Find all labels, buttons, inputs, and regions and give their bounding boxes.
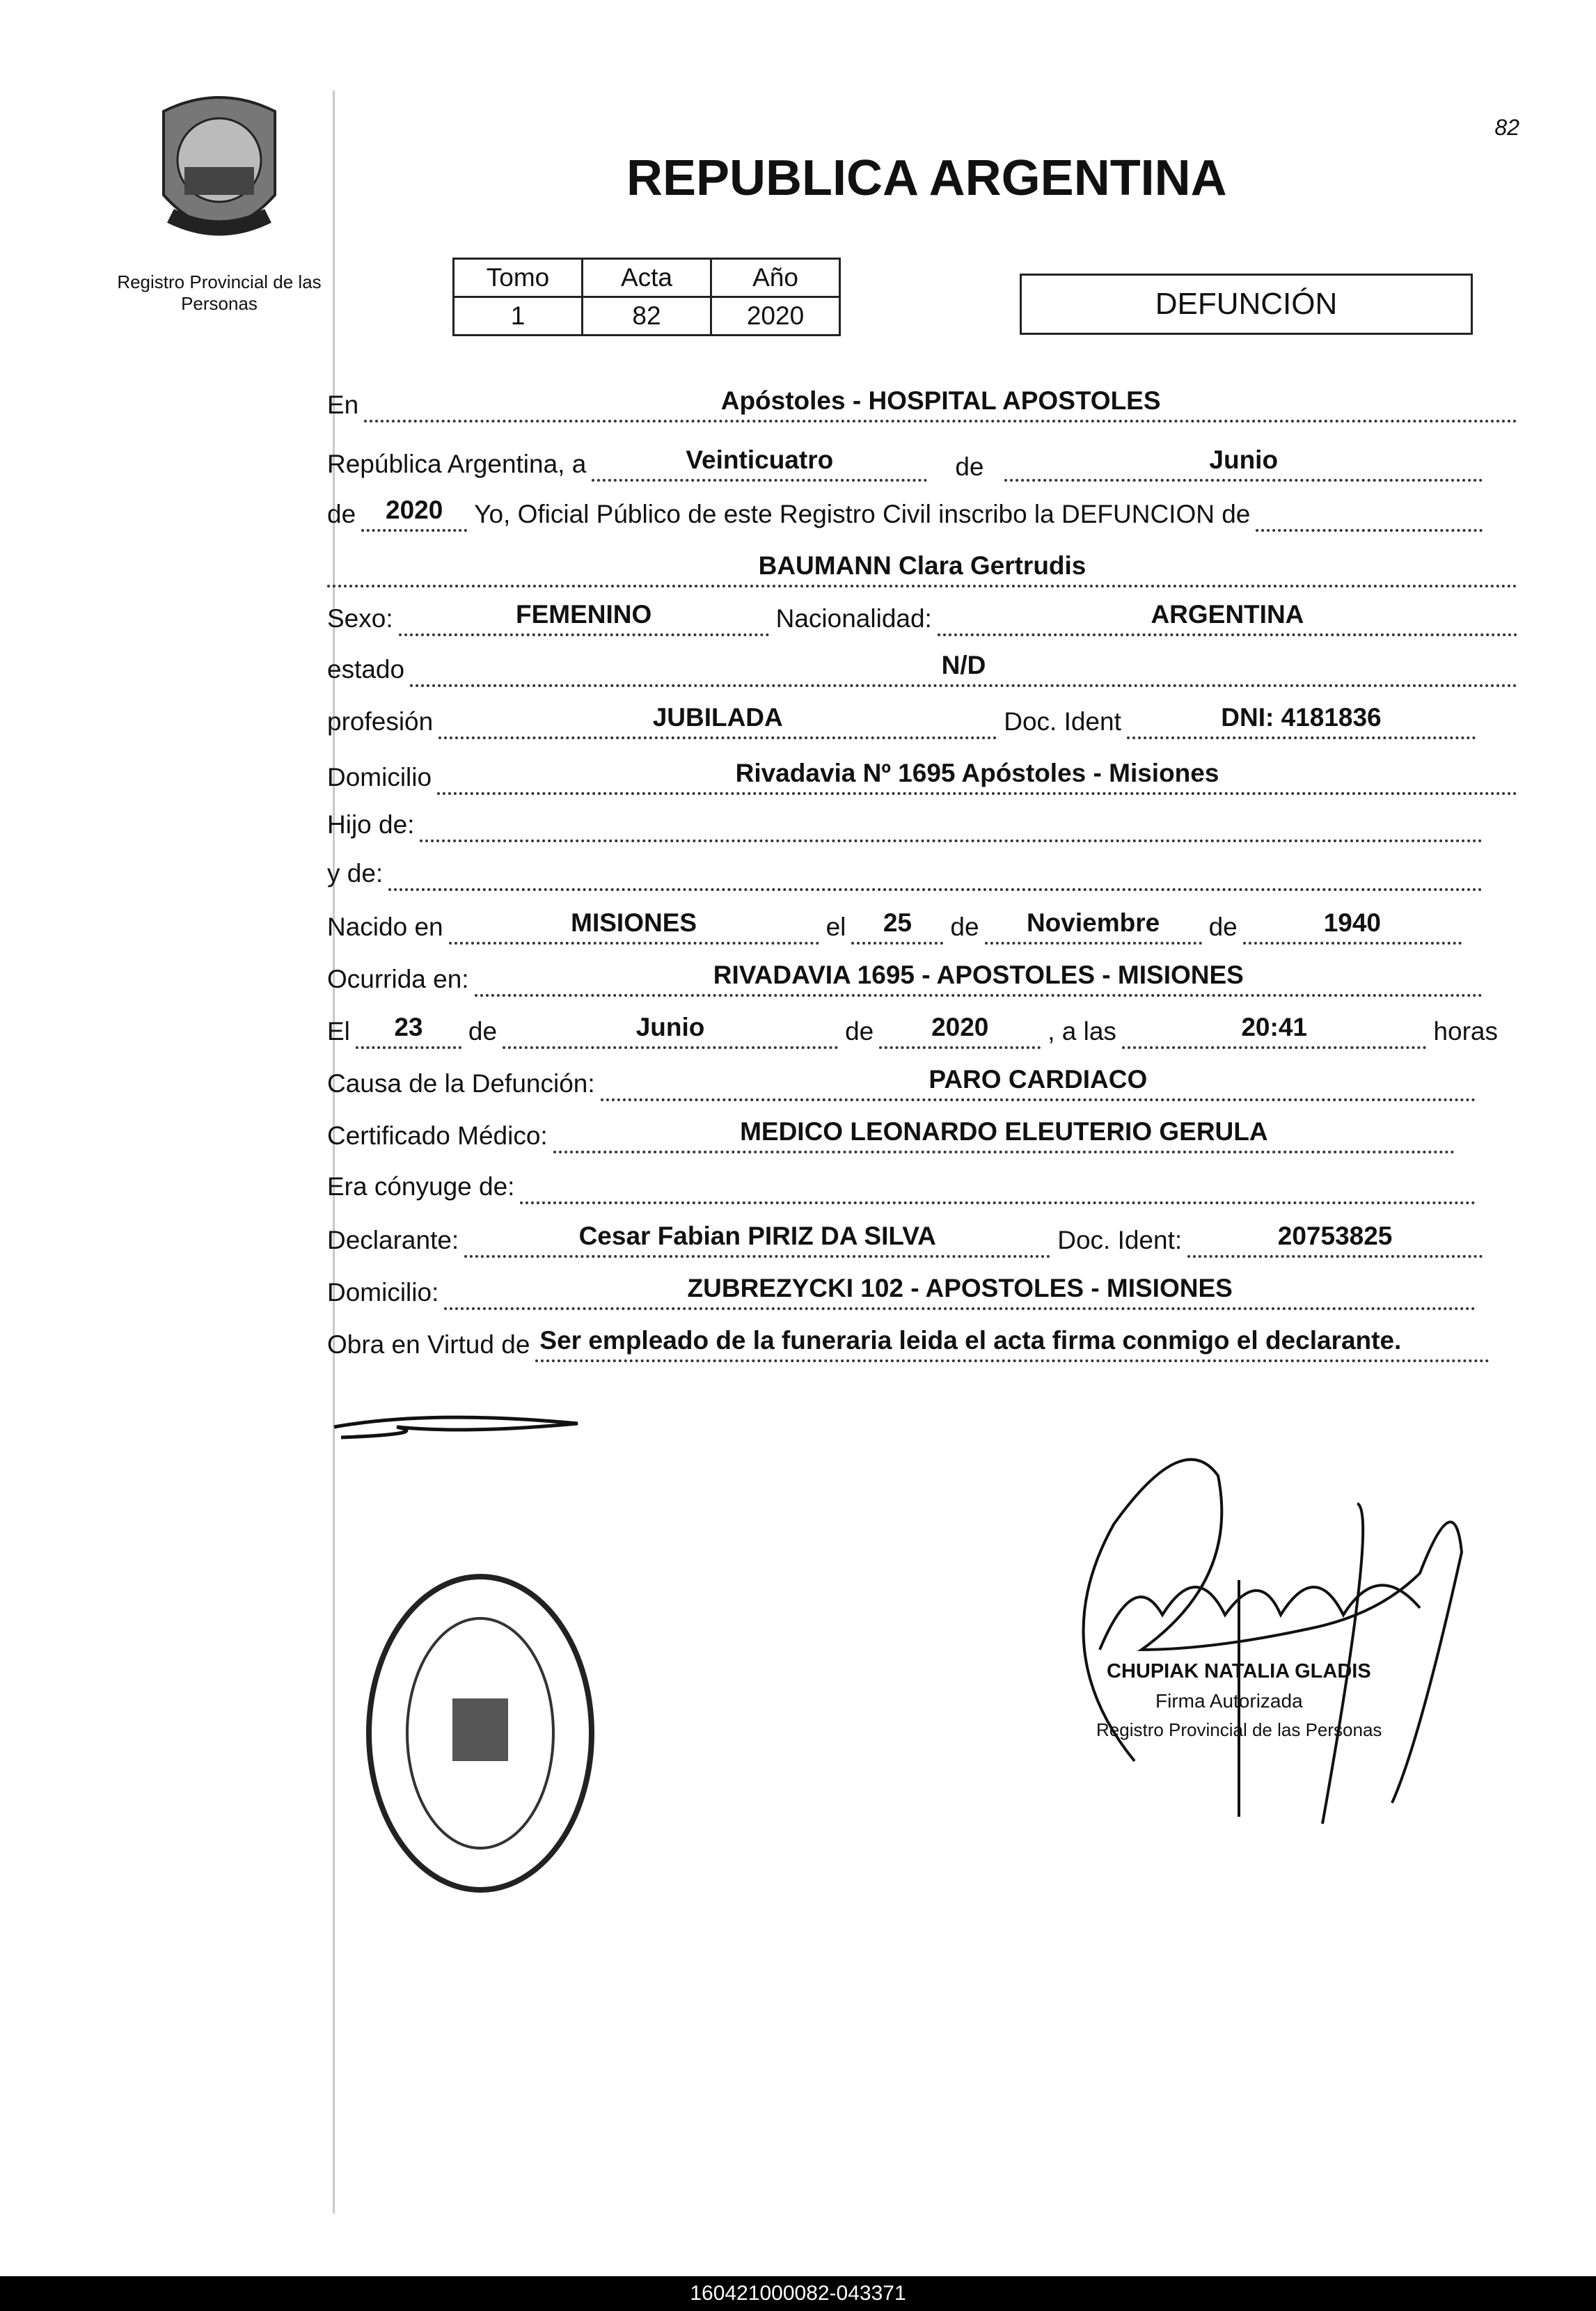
label: de	[955, 452, 984, 481]
page-title: REPUBLICA ARGENTINA	[626, 150, 1227, 206]
registry-seal	[362, 1566, 599, 1900]
nacido-en-field: MISIONES	[449, 908, 819, 945]
lugar-field: Apóstoles - HOSPITAL APOSTOLES	[364, 386, 1517, 423]
label: Ocurrida en:	[327, 965, 469, 993]
label: Domicilio	[327, 763, 432, 791]
def-dia-field: 23	[356, 1013, 461, 1049]
y-de-field	[388, 856, 1483, 891]
label: profesión	[327, 707, 434, 736]
official-signature	[327, 1406, 592, 1448]
def-anio-field: 2020	[879, 1013, 1041, 1049]
label: de	[950, 913, 979, 941]
label: Doc. Ident:	[1057, 1226, 1183, 1254]
label: Sexo:	[327, 604, 393, 633]
register-table	[452, 258, 841, 336]
hora-field: 20:41	[1122, 1013, 1427, 1049]
causa-field: PARO CARDIACO	[601, 1065, 1476, 1101]
sexo-field: FEMENINO	[399, 600, 769, 636]
label: República Argentina, a	[327, 450, 587, 478]
label: Nacionalidad:	[775, 604, 932, 633]
tomo-value: 1	[454, 297, 583, 336]
authority-signature	[1030, 1441, 1517, 1831]
doc-field: DNI: 4181836	[1127, 703, 1476, 739]
stamp-name: CHUPIAK NATALIA GLADIS	[1107, 1660, 1371, 1682]
blank-field	[1256, 497, 1483, 532]
page-number: 82	[1494, 115, 1519, 140]
document-code: 160421000082-043371	[0, 2276, 1596, 2311]
declarante-field: Cesar Fabian PIRIZ DA SILVA	[464, 1222, 1050, 1258]
label: de	[468, 1017, 498, 1046]
label: Yo, Oficial Público de este Registro Civil inscribo la DEFUNCION de	[474, 500, 1251, 528]
label: Era cónyuge de:	[327, 1172, 515, 1201]
label: Certificado Médico:	[327, 1121, 548, 1150]
nac-dia-field: 25	[851, 908, 943, 945]
declarante-domicilio-field: ZUBREZYCKI 102 - APOSTOLES - MISIONES	[444, 1274, 1476, 1310]
label: Hijo de:	[327, 810, 415, 839]
dia-field: Veinticuatro	[592, 445, 927, 482]
anio-field: 2020	[361, 496, 467, 532]
stamp-role: Firma Autorizada	[1155, 1690, 1303, 1712]
label: de	[1208, 913, 1238, 941]
acta-value: 82	[583, 297, 711, 336]
label: estado	[327, 655, 405, 684]
certificado-field: MEDICO LEONARDO ELEUTERIO GERULA	[553, 1117, 1455, 1153]
def-mes-field: Junio	[503, 1013, 838, 1049]
estado-field: N/D	[410, 651, 1517, 687]
hijo-de-field	[420, 807, 1483, 842]
label: , a las	[1048, 1017, 1116, 1046]
label: En	[327, 391, 359, 419]
nac-mes-field: Noviembre	[985, 908, 1202, 945]
label: Doc. Ident	[1004, 707, 1121, 736]
anio-value: 2020	[711, 297, 840, 336]
obra-field: Ser empleado de la funeraria leida el acta firma conmigo el declarante.	[535, 1326, 1490, 1362]
label: y de:	[327, 859, 384, 888]
label: de	[845, 1017, 874, 1046]
tomo-header: Tomo	[454, 259, 583, 297]
acta-header: Acta	[583, 259, 711, 297]
label: El	[327, 1017, 350, 1046]
stamp-org: Registro Provincial de las Personas	[1096, 1719, 1382, 1740]
registry-name: Registro Provincial de las Personas	[117, 271, 322, 314]
label: Nacido en	[327, 913, 443, 941]
nac-anio-field: 1940	[1243, 908, 1462, 945]
label: de	[327, 500, 356, 528]
label: Causa de la Defunción:	[327, 1069, 595, 1098]
declarante-doc-field: 20753825	[1187, 1222, 1483, 1258]
act-type: DEFUNCIÓN	[1020, 274, 1473, 335]
nombre-field: BAUMANN Clara Gertrudis	[327, 551, 1517, 587]
label: el	[825, 913, 846, 941]
label: Declarante:	[327, 1226, 459, 1254]
anio-header: Año	[711, 259, 840, 297]
profesion-field: JUBILADA	[438, 703, 997, 739]
label: Obra en Virtud de	[327, 1330, 530, 1359]
mes-field: Junio	[1004, 445, 1483, 482]
label: Domicilio:	[327, 1278, 439, 1307]
conyuge-field	[520, 1169, 1476, 1204]
domicilio-field: Rivadavia Nº 1695 Apóstoles - Misiones	[437, 759, 1517, 795]
ocurrida-en-field: RIVADAVIA 1695 - APOSTOLES - MISIONES	[475, 961, 1483, 997]
label: horas	[1433, 1017, 1498, 1046]
nacionalidad-field: ARGENTINA	[938, 600, 1517, 636]
province-coat-of-arms-logo	[150, 90, 289, 258]
